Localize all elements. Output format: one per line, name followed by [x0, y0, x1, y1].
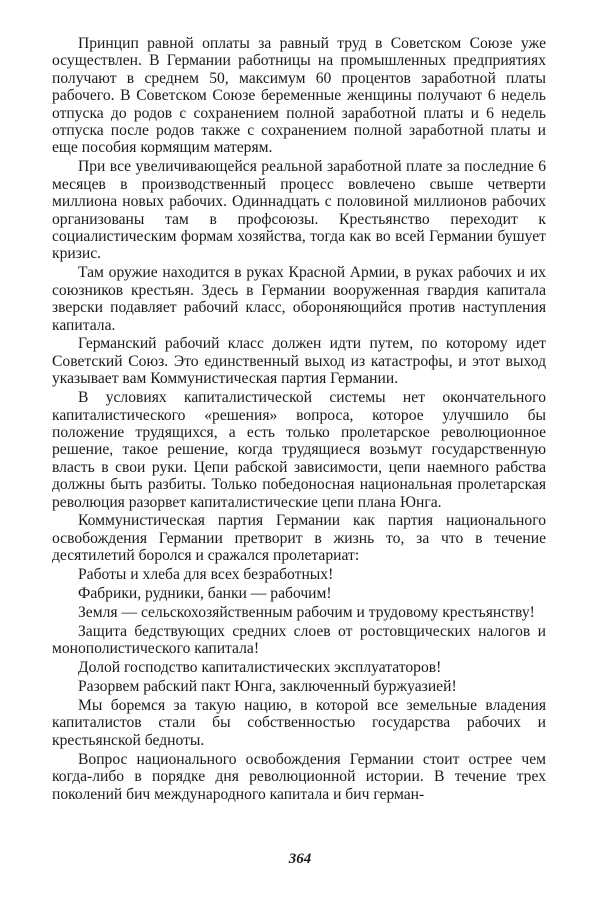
page-body: [52, 35, 546, 804]
slogan-down-with-exploiters: Долой господство капиталистических эксплуататоров!: [78, 659, 442, 677]
paragraph-kpd-national-liberation: Коммунистическая партия Германии как партия национального освобождения Германии претворит в жизнь то, за что в течение десятилетий боролся и сражался пролетариат:: [52, 512, 546, 565]
slogan-work-and-bread: Работы и хлеба для всех безработных!: [78, 566, 334, 584]
slogan-land-to-peasants: Земля — сельскохозяйственным рабочим и трудовому крестьянству!: [78, 604, 535, 621]
paragraph-german-working-class: Германский рабочий класс должен идти путем, по которому идет Советский Союз. Это единственный выход из катастрофы, и этот выход указывает вам Коммунистическая партия Германии.: [52, 335, 546, 388]
paragraph-national-liberation-question: Вопрос национального освобождения Германии стоит острее чем когда-либо в порядке дня революционной истории. В течение трех поколений бич международного капитала и бич герман-: [52, 750, 546, 803]
slogan-factories-to-workers: Фабрики, рудники, банки — рабочим!: [78, 585, 332, 603]
page-number: 364: [288, 851, 312, 867]
paragraph-wages-workers: При все увеличивающейся реальной заработной плате за последние 6 месяцев в производственный процесс вовлечено свыше четверти миллиона новых рабочих. Одиннадцать с половиной миллионов рабочих организованы там в профсоюзы. Крестьянство переходит к социалистическим формам хозяйства, тогда как во всей Германии бушует кризис.: [52, 158, 546, 263]
slogan-tear-young-pact: Разорвем рабский пакт Юнга, заключенный буржуазией!: [78, 678, 457, 696]
paragraph-nation-we-fight-for: Мы боремся за такую нацию, в которой все земельные владения капиталистов стали бы собственностью государства рабочих и крестьянской бедноты.: [52, 697, 546, 749]
paragraph-capitalist-system: В условиях капиталистической системы нет окончательного капиталистического «решения» вопроса, которое улучшило бы положение трудящихся, а есть только пролетарское революционное решение, такое решение, когда трудящиеся возьмут государственную власть в свои руки. Цепи рабской зависимости, цепи наемного рабства должны быть разбиты. Только победоносная национальная пролетарская революция разорвет капиталистические цепи плана Юнга.: [52, 389, 546, 511]
paragraph-equal-pay: Принцип равной оплаты за равный труд в Советском Союзе уже осуществлен. В Германии работницы на промышленных предприятиях получают в среднем 50, максимум 60 процентов заработной платы рабочего. В Советском Союзе беременные женщины получают 6 недель отпуска до родов с сохранением полной заработной платы и 6 недель отпуска после родов также с сохранением полной заработной платы и еще пособия кормящим матерям.: [52, 35, 546, 157]
slogan-protect-middle-strata: Защита бедствующих средних слоев от ростовщических налогов и монополистического капитала!: [52, 622, 546, 658]
paragraph-red-army: Там оружие находится в руках Красной Армии, в руках рабочих и их союзников крестьян. Здесь в Германии вооруженная гвардия капитала зверски подавляет рабочий класс, обороняющийся против наступления капитала.: [52, 264, 546, 334]
